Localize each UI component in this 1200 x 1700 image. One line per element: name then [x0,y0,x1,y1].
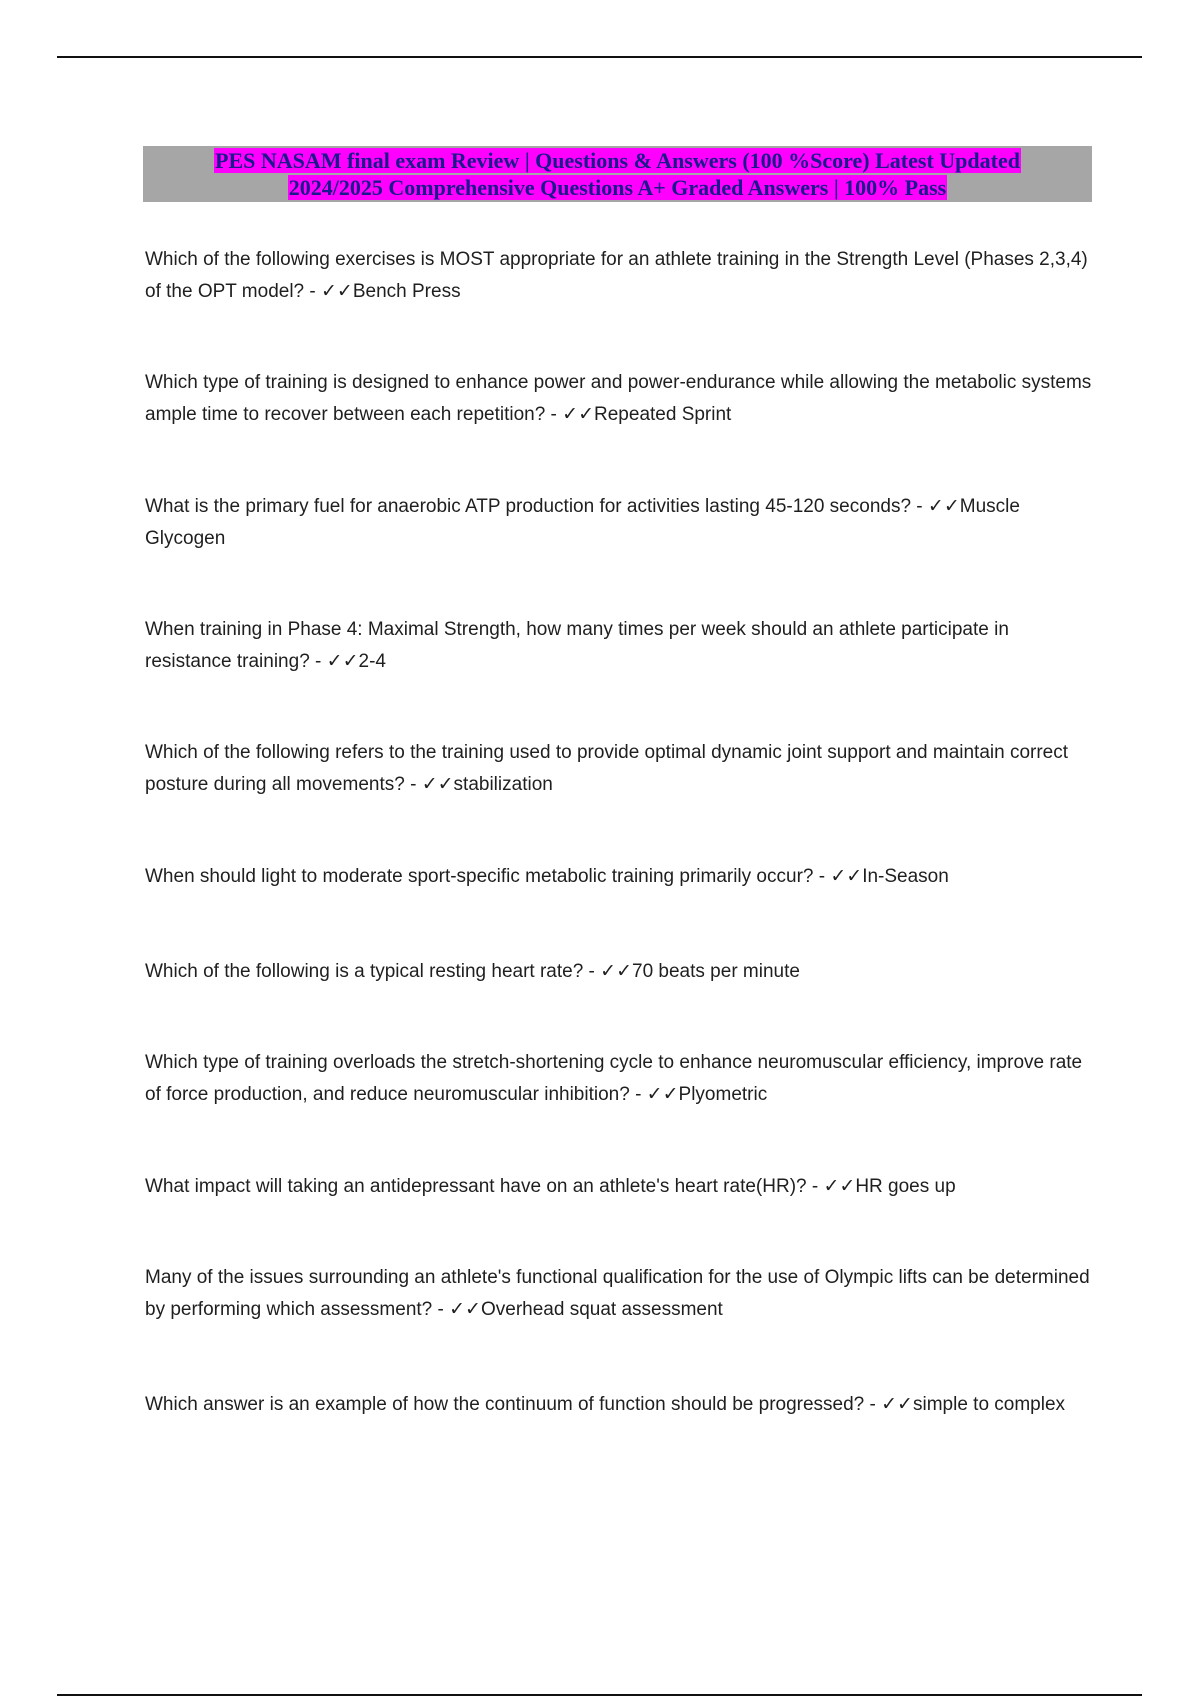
check-marks: - ✓✓ [806,1176,856,1197]
qa-item-8 [145,1047,1095,1111]
answer-text: 70 beats per minute [632,961,800,982]
check-marks: - ✓✓ [404,774,454,795]
check-marks: - ✓✓ [432,1299,481,1320]
top-rule [57,56,1142,58]
answer-text: simple to complex [912,1394,1066,1415]
qa-item-4 [145,614,1095,678]
qa-item-5 [145,737,1095,801]
answer-text: Repeated Sprint [594,404,732,425]
question-text: Many of the issues surrounding an athlete's functional qualification for the use of Olympic lifts can be determined by performing which assessment? [145,1267,1090,1320]
title-line-2: 2024/2025 Comprehensive Questions A+ Graded Answers | 100% Pass [288,175,947,200]
check-marks: - ✓✓ [629,1084,679,1105]
check-marks: - ✓✓ [911,496,960,517]
document-title [143,146,1092,202]
question-text: Which type of training overloads the stretch-shortening cycle to enhance neuromuscular efficiency, improve rate of force production, and reduce neuromuscular inhibition? [145,1052,1083,1105]
answer-text: 2-4 [358,651,386,672]
qa-item-7 [145,956,1095,988]
answer-text: Bench Press [352,281,461,302]
qa-item-2 [145,367,1095,431]
answer-text: HR goes up [855,1176,956,1197]
qa-item-10 [145,1262,1095,1326]
question-text: Which answer is an example of how the continuum of function should be progressed? [145,1394,865,1415]
question-text: Which of the following refers to the training used to provide optimal dynamic joint support and maintain correct posture during all movements? [145,742,1069,795]
qa-item-6 [145,861,1095,893]
answer-text: Plyometric [678,1084,768,1105]
check-marks: - ✓✓ [583,961,633,982]
answer-text: Overhead squat assessment [480,1299,723,1320]
question-text: When training in Phase 4: Maximal Strength, how many times per week should an athlete participate in resistance training? [145,619,1009,672]
answer-text: Muscle Glycogen [145,496,1020,549]
qa-item-11 [145,1389,1095,1421]
qa-item-9 [145,1171,1095,1203]
check-marks: - ✓✓ [309,651,359,672]
title-line-1: PES NASAM final exam Review | Questions & Answers (100 %Score) Latest Updated [215,148,1020,173]
question-text: What impact will taking an antidepressant have on an athlete's heart rate(HR)? [145,1176,807,1197]
answer-text: In-Season [862,866,949,887]
question-text: Which of the following is a typical resting heart rate? [145,961,584,982]
qa-item-1 [145,244,1095,308]
check-marks: - ✓✓ [545,404,595,425]
question-text: When should light to moderate sport-specific metabolic training primarily occur? [145,866,814,887]
check-marks: - ✓✓ [813,866,863,887]
question-text: Which type of training is designed to enhance power and power-endurance while allowing the metabolic systems ample time to recover between each repetition? [145,372,1092,425]
qa-item-3 [145,491,1095,555]
check-marks: - ✓✓ [304,281,353,302]
check-marks: - ✓✓ [864,1394,913,1415]
question-text: What is the primary fuel for anaerobic ATP production for activities lasting 45-120 seconds? [145,496,912,517]
bottom-rule [57,1694,1142,1696]
question-text: Which of the following exercises is MOST appropriate for an athlete training in the Strength Level (Phases 2,3,4) of the OPT model? [145,249,1088,302]
answer-text: stabilization [453,774,553,795]
